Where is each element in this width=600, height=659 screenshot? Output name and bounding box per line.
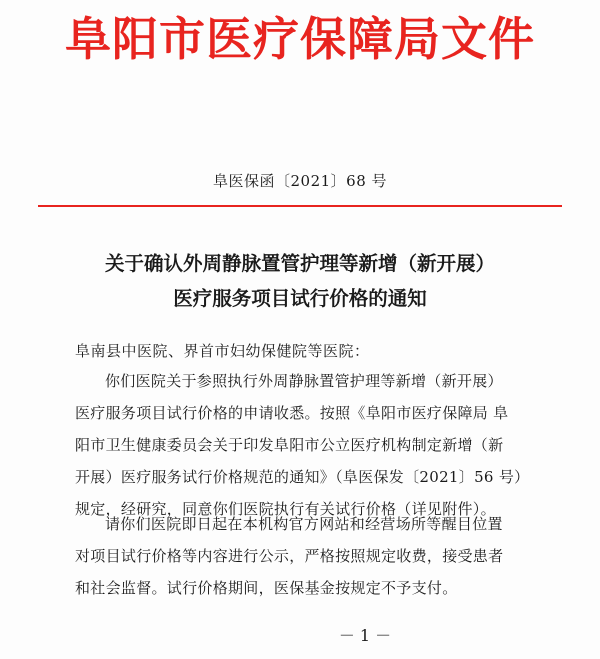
body-paragraph-2: [75, 508, 535, 604]
addressee: 阜南县中医院、界首市妇幼保健院等医院：: [75, 342, 370, 360]
paragraph-line: 你们医院关于参照执行外周静脉置管护理等新增（新开展）: [105, 372, 503, 390]
paragraph-line: 请你们医院即日起在本机构官方网站和经营场所等醒目位置: [105, 515, 503, 533]
paragraph-line: 阳市卫生健康委员会关于印发阜阳市公立医疗机构制定新增（新: [75, 436, 504, 454]
page-number: － 1 －: [338, 626, 392, 645]
paragraph-line: 医疗服务项目试行价格的申请收悉。按照《阜阳市医疗保障局 阜: [75, 404, 509, 422]
notice-title-line-1: 关于确认外周静脉置管护理等新增（新开展）: [104, 252, 495, 275]
body-paragraph-1: [75, 365, 535, 525]
document-number: 阜医保函〔2021〕68 号: [212, 172, 388, 190]
paragraph-line: 对项目试行价格等内容进行公示，严格按照规定收费，接受患者: [75, 547, 504, 565]
paragraph-line: 规定，经研究，同意你们医院执行有关试行价格（详见附件）。: [75, 500, 496, 518]
red-divider-line: [38, 205, 562, 207]
paragraph-line: 开展）医疗服务试行价格规范的通知》（阜医保发〔2021〕56 号）: [75, 468, 530, 486]
masthead-title: 阜阳市医疗保障局文件: [65, 12, 535, 66]
notice-title-line-2: 医疗服务项目试行价格的通知: [173, 287, 427, 310]
paragraph-line: 和社会监督。试行价格期间，医保基金按规定不予支付。: [75, 579, 458, 597]
